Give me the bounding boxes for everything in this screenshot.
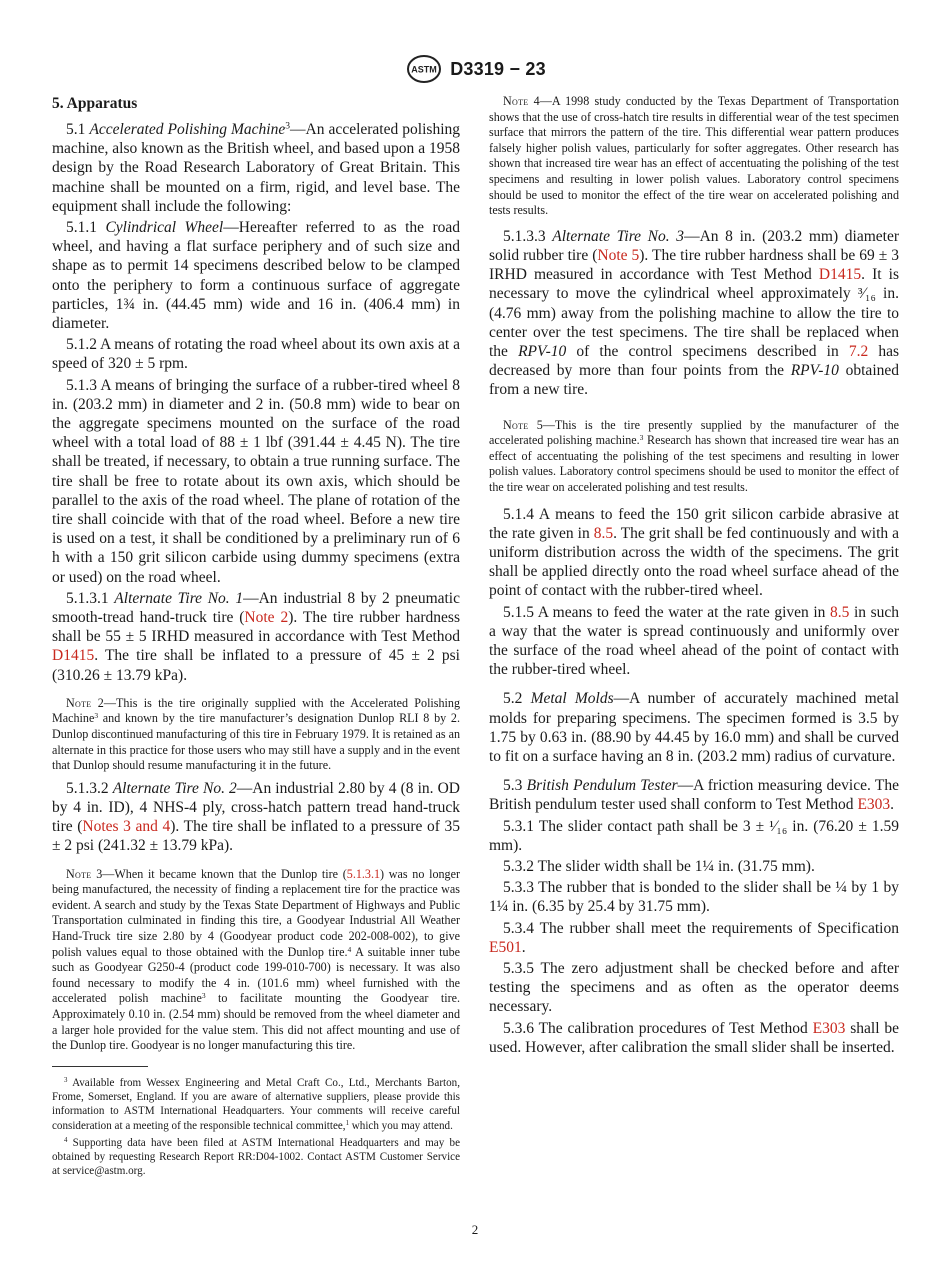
link-8-5[interactable]: 8.5 [593,524,614,542]
left-column [52,94,460,1054]
para-5-2: 5.2 Metal Molds—A number of accurately machined metal molds for preparing specimens. The specimen formed is 3.5 by 1.75 by 0.63 in. (88.90 by 44.45 by 16.0 mm) and shall be curved to fit on a surface having an 8 in. (203.2 mm) radius of curvature. [489,690,900,765]
link-7-2[interactable]: 7.2 [848,342,869,360]
link-note-5[interactable]: Note 5 [597,246,640,264]
section-title: 5. Apparatus [52,95,138,112]
page-header [0,52,950,86]
link-5-1-3-1[interactable]: 5.1.3.1 [346,866,381,881]
para-5-1-3-3: 5.1.3.3 Alternate Tire No. 3—An 8 in. (203.2 mm) diameter solid rubber tire (Note 5). The tire rubber hardness shall be 69 ± 3 IRHD measured in accordance with Test Method D1415. It is necessary to move the cylindrical wheel approximately ³⁄₁₆ in. (4.76 mm) away from the polishing machine to allow the tire to center over the test specimens. The tire shall be replaced when the RPV-10 of the control specimens described in 7.2 has decreased by more than four points from the RPV-10 obtained from a new tire. [489,227,900,399]
svg-text:ASTM: ASTM [411,64,437,75]
para-5-1-5: 5.1.5 A means to feed the water at the rate given in 8.5 in such a way that the water is spread continuously and uniformly over the surface of the road wheel ahead of the point of contact with the rubber-tired wheel. [489,603,900,679]
right-column [489,94,899,1059]
para-5-1-1: 5.1.1 Cylindrical Wheel—Hereafter referred to as the road wheel, and having a flat surface periphery and of such size and shape as to permit 14 specimens described below to be clamped onto the periphery to form a continuous surface of aggregate particles, 1¾ in. (44.45 mm) wide and 16 in. (406.4 mm) in diameter. [52,219,460,333]
link-d1415-b[interactable]: D1415 [818,266,862,284]
document-number: D3319 − 23 [450,58,546,79]
page-number: 2 [471,1222,479,1237]
note-3: Note 3—When it became known that the Dunlop tire (5.1.3.1) was no longer being manufactured, the necessity of finding a replacement tire for the practice was evident. A search and study by the Texas State Department of Highways and Public Transportation culminated in finding this tire, a Goodyear Industrial All Weather Hand-Truck tire size 2.80 by 4 (Goodyear product code 202-008-002), to give polish values equal to those obtained with the Dunlop tire.$^4$ A suitable inner tube such as Goodyear G250-4 (product code 199-010-700) is necessary. It was also found necessary to modify the 4 in. (101.6 mm) wheel furnished with the accelerated polish machine$^3$ to facilitate mounting the Goodyear tire. Approximately 0.10 in. (2.54 mm) should be removed from the wheel diameter and a larger hole provided for the value stem. This did not affect mounting and use of the Dunlop tire. Goodyear is no longer manufacturing this tire. [52,866,461,1053]
link-note-2[interactable]: Note 2 [244,609,289,627]
para-5-3-1: 5.3.1 The slider contact path shall be 3 ± ¹⁄₁₆ in. (76.20 ± 1.59 mm). [489,817,899,854]
para-5-1-4: 5.1.4 A means to feed the 150 grit silicon carbide abrasive at the rate given in 8.5. The grit shall be fed continuously and with a uniform distribution across the width of the specimens. The grit shall be applied directly onto the road wheel surface ahead of the point of contact with the rubber-tired wheel. [489,505,900,600]
note-4: Note 4—A 1998 study conducted by the Texas Department of Transportation shows that the use of cross-hatch tire results in differential wear of the test specimen surface that mirrors the pattern of the tire. This differential wear pattern produces falsely higher polish values, particularly for softer aggregates. Other research has shown that increased tire wear has an effect of accentuating the polishing of the test specimens and resulting in lower polish values. Laboratory control specimens should be used to monitor the effect of the tire wear on accelerated polishing and tests results. [489,94,899,218]
para-5-1: 5.1 Accelerated Polishing Machine$^3$—An accelerated polishing machine, also known as the British wheel, and based upon a 1958 design by the Road Research Laboratory of Great Britain. This machine shall be mounted on a firm, rigid, and level base. The equipment shall include the following: [52,120,461,215]
link-8-5-b[interactable]: 8.5 [830,603,850,621]
link-notes-3-and-4[interactable]: Notes 3 and 4 [82,818,171,836]
astm-logo-icon [404,54,444,84]
link-e303[interactable]: E303 [857,796,891,814]
para-5-1-3: 5.1.3 A means of bringing the surface of a rubber-tired wheel 8 in. (203.2 mm) in diameter and 2 in. (50.8 mm) wide to bear on the aggregate specimens mounted on the surface of the road wheel with a total load of 88 ± 1 lbf (391.44 ± 4.45 N). The tire shall be treated, if necessary, to obtain a true running surface. The tire shall be free to rotate about its own axis, which should be parallel to the axis of the road wheel. The plane of rotation of the tire shall coincide with that of the road wheel. Before a new tire is used on a test, it shall be conditioned by a preliminary run of 6 h with a 150 grit silicon carbide using dummy specimens (extra or used) on the road wheel. [52,376,460,586]
para-5-1-2: 5.1.2 A means of rotating the road wheel about its own axis at a speed of 320 ± 5 rpm. [52,336,460,373]
para-5-1-3-1: 5.1.3.1 Alternate Tire No. 1—An industrial 8 by 2 pneumatic smooth-tread hand-truck tire (Note 2). The tire rubber hardness shall be 55 ± 5 IRHD measured in accordance with Test Method D1415. The tire shall be inflated to a pressure of 45 ± 2 psi (310.26 ± 13.79 kPa). [52,589,460,684]
para-5-3-3: 5.3.3 The rubber that is bonded to the slider shall be ¼ by 1 by 1¼ in. (6.35 by 25.4 by 31.75 mm). [489,879,899,916]
note-5: Note 5—This is the tire presently supplied by the manufacturer of the accelerated polishing machine.$^3$ Research has shown that increased tire wear has an effect of accentuating the polishing of the test specimens and resulting in lower polish values. Laboratory control specimens should be used to monitor the effect of the tire wear on accelerated polishing and test results. [489,417,899,494]
para-5-3-2: 5.3.2 The slider width shall be 1¼ in. (31.75 mm). [503,858,815,875]
footnote-3: $^3$ Available from Wessex Engineering and Metal Craft Co., Ltd., Merchants Barton, Frome, Somerset, England. If you are aware of alternative suppliers, please provide this information to ASTM International Headquarters. Your comments will receive careful consideration at a meeting of the responsible technical committee,$^1$ which you may attend. [52,1077,460,1132]
footnote-rule [52,1066,148,1067]
para-5-1-3-2: 5.1.3.2 Alternate Tire No. 2—An industrial 2.80 by 4 (8 in. OD by 4 in. ID), 4 NHS-4 ply, cross-hatch pattern tread hand-truck tire (Notes 3 and 4). The tire shall be inflated to a pressure of 35 ± 2 psi (241.32 ± 13.79 kPa). [52,779,460,855]
para-5-3-6: 5.3.6 The calibration procedures of Test Method E303 shall be used. However, after calibration the small slider shall be inserted. [489,1019,900,1056]
footnote-4: $^4$ Supporting data have been filed at ASTM International Headquarters and may be obtained by requesting Research Report RR:D04-1002. Contact ASTM Customer Service at service@astm.org. [52,1136,460,1178]
para-5-3: 5.3 British Pendulum Tester—A friction measuring device. The British pendulum tester used shall conform to Test Method E303. [489,777,899,814]
footnotes [52,1076,460,1181]
link-e303-b[interactable]: E303 [812,1019,846,1037]
para-5-3-5: 5.3.5 The zero adjustment shall be checked before and after testing the specimens and as often as the operator deems necessary. [489,960,899,1016]
para-5-3-4: 5.3.4 The rubber shall meet the requirements of Specification E501. [489,919,899,956]
note-2: Note 2—This is the tire originally supplied with the Accelerated Polishing Machine$^3$ and known by the tire manufacturer’s designation Dunlop RLI 8 by 2. Dunlop discontinued manufacturing of this tire in February 1979. It is retained as an alternate in this practice for those users who may still have a supply and in the event that Dunlop should resume manufacturing it in the future. [52,695,461,773]
link-e501[interactable]: E501 [489,938,522,956]
link-d1415[interactable]: D1415 [52,647,95,665]
